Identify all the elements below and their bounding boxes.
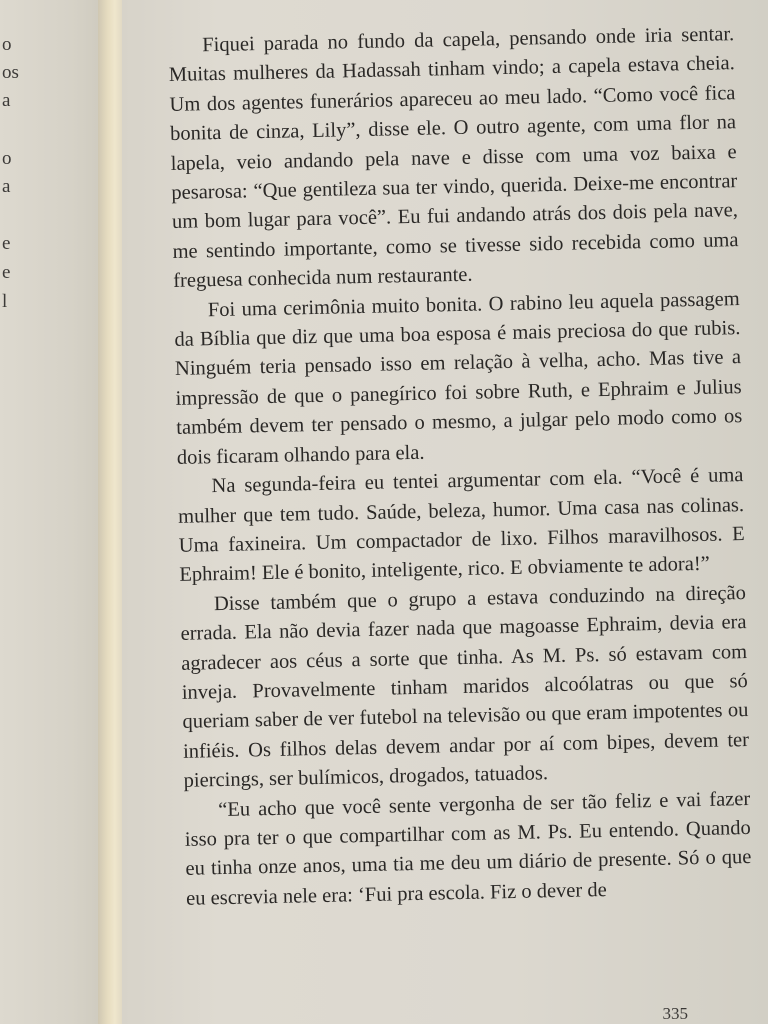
paragraph: “Eu acho que você sente vergonha de ser tão feliz e vai fazer isso pra ter o que compartilhar com as M. Ps. Eu entendo. Quando eu tinha onze anos, uma tia me deu um diário de presente. Só o que eu escrevia nele era: ‘Fui pra escola. Fiz o dever de	[184, 787, 752, 910]
left-page-fragment: l	[2, 291, 8, 312]
left-page-fragment: e	[2, 233, 11, 254]
left-page-fragment: os	[2, 62, 19, 83]
left-page-fragment: o	[2, 148, 12, 169]
left-page-fragment: a	[2, 176, 11, 197]
page-number: 335	[662, 1004, 688, 1023]
left-page-fragment: e	[2, 262, 11, 283]
paragraph: Foi uma cerimônia muito bonita. O rabino leu aquela passagem da Bíblia que diz que uma boa esposa é mais preciosa do que rubis. Ninguém teria pensado isso em relação à velha, acho. Mas tive a impressão de que o panegírico foi sobre Ruth, e Ephraim e Julius também devem ter pensado o mesmo, a julgar pelo modo como os dois ficaram olhando para ela.	[174, 287, 743, 469]
paragraph: Fiquei parada no fundo da capela, pensando onde iria sentar. Muitas mulheres da Hadassah tinham vindo; a capela estava cheia. Um dos agentes funerários apareceu ao meu lado. “Como você fica bonita de cinza, Lily”, disse ele. O outro agente, com uma flor na lapela, veio andando pela nave e disse com uma voz baixa e pesarosa: “Que gentileza sua ter vindo, querida. Deixe-me encontrar um bom lugar para você”. Eu fui andando atrás dos dois pela nave, me sentindo importante, como se tivesse sido recebida como uma freguesa conhecida num restaurante.	[168, 23, 739, 293]
paragraph: Disse também que o grupo a estava conduzindo na direção errada. Ela não devia fazer nada que magoasse Ephraim, devia era agradecer aos céus a sorte que tinha. As M. Ps. só estavam com inveja. Provavelmente tinham maridos alcoólatras ou que só queriam saber de ver futebol na televisão ou que eram impotentes ou infiéis. Os filhos delas devem andar por aí com bipes, devem ter piercings, ser bulímicos, drogados, tatuados.	[180, 581, 750, 792]
book-text	[168, 20, 752, 914]
left-page	[0, 0, 102, 1024]
left-page-fragment: a	[2, 90, 11, 111]
paragraph: Na segunda-feira eu tentei argumentar com ela. “Você é uma mulher que tem tudo. Saúde, beleza, humor. Uma casa nas colinas. Uma faxineira. Um compactador de lixo. Filhos maravilhosos. E Ephraim! Ele é bonito, inteligente, rico. E obviamente te adora!”	[177, 464, 745, 587]
left-page-fragment: o	[2, 34, 12, 55]
